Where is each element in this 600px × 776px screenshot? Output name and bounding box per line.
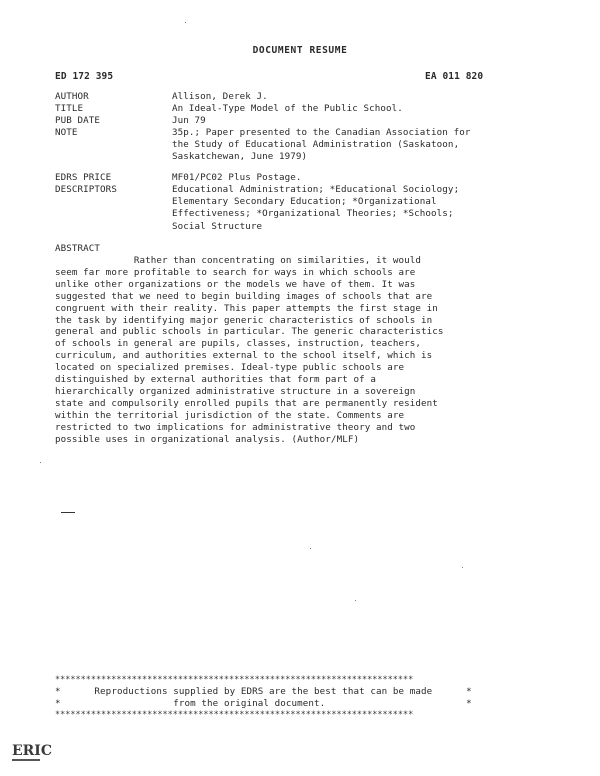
ed-number: ED 172 395 (55, 71, 114, 82)
field-value-descriptors: Educational Administration; *Educational Sociology; Elementary Secondary Education; *Organizational Effectiveness; *Organizational Theories; *Schools; Social Structure (172, 184, 460, 232)
abstract-label: ABSTRACT (55, 243, 101, 254)
field-label-edrs-price: EDRS PRICE (55, 172, 112, 183)
scan-speck (462, 567, 463, 568)
field-value-pub-date: Jun 79 (172, 115, 206, 126)
scan-speck (310, 548, 311, 549)
scan-speck (185, 22, 186, 23)
field-label-author: AUTHOR (55, 91, 89, 102)
scan-speck (355, 600, 356, 601)
stray-dash-mark (61, 512, 75, 513)
reproduction-notice: * Reproductions supplied by EDRS are the best that can be made * * from the original document. * (55, 686, 472, 709)
field-value-note: 35p.; Paper presented to the Canadian Association for the Study of Educational Administration (Saskatoon, Saskatchewan, June 1979) (172, 127, 471, 163)
document-title: DOCUMENT RESUME (252, 45, 348, 56)
stars-border-bottom: ********************************************************************** (55, 710, 414, 720)
scan-speck (40, 462, 41, 463)
field-value-author: Allison, Derek J. (172, 91, 268, 102)
field-label-descriptors: DESCRIPTORS (55, 184, 117, 195)
abstract-text: Rather than concentrating on similarities, it would seem far more profitable to search for ways in which schools are unlike other organizations or the models we have of them. It was suggested that we need to begin building images of schools that are congruent with their reality. This paper attempts the first stage in the task by identifying major generic characteristics of schools in general and public schools in particular. The generic characteristics of schools in general are pupils, classes, instruction, teachers, curriculum, and authorities external to the school itself, which is located on specialized premises. Ideal-type public schools are distinguished by external authorities that form part of a hierarchically organized administrative structure in a sovereign state and compulsorily enrolled pupils that are permanently resident within the territorial jurisdiction of the state. Comments are restricted to two implications for administrative theory and two possible uses in organizational analysis. (Author/MLF) (55, 255, 444, 445)
field-label-title: TITLE (55, 103, 84, 114)
field-value-title: An Ideal-Type Model of the Public School. (172, 103, 403, 114)
eric-logo (10, 738, 52, 766)
stars-border-top: ********************************************************************** (55, 675, 414, 685)
ea-number: EA 011 820 (425, 71, 484, 82)
field-label-note: NOTE (55, 127, 78, 138)
field-label-pub-date: PUB DATE (55, 115, 101, 126)
eric-logo-text: ERIC (12, 743, 52, 759)
field-value-edrs-price: MF01/PC02 Plus Postage. (172, 172, 302, 183)
